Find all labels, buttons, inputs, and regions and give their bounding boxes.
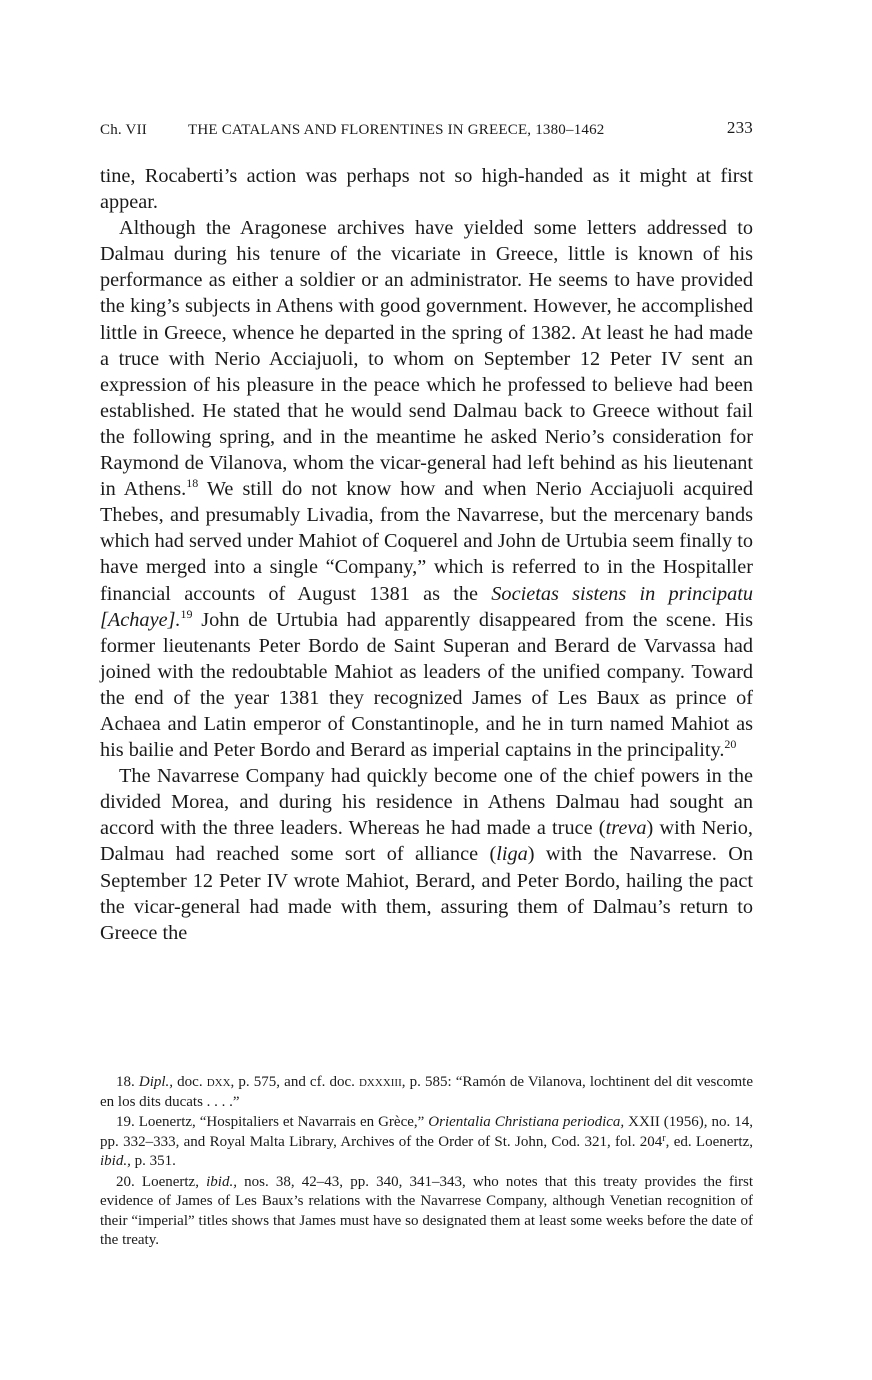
page-number: 233 xyxy=(726,118,753,137)
footnotes xyxy=(100,1073,753,1251)
paragraph-2 xyxy=(100,215,753,763)
footnote-19-text-a: 19. Loenertz, “Hospitaliers et Navarrais en Grèce,” xyxy=(116,1114,429,1130)
footnote-18-number: 18. xyxy=(116,1074,139,1090)
footnote-19-text-b: XXII (1956), no. 14, pp. 332–333, and Royal Malta Library, Archives of the Order of St. John, Cod. 321, fol. 204 xyxy=(100,1114,754,1150)
chapter-label: Ch. VII xyxy=(100,122,147,138)
footnote-19-text-d: p. 351. xyxy=(130,1153,176,1169)
footnote-19-recto: r xyxy=(662,1132,666,1144)
term-liga: liga xyxy=(496,843,528,866)
running-header xyxy=(100,118,753,142)
footnote-20-text-b: nos. 38, 42–43, pp. 340, 341–343, who notes that this treaty provides the first evidence of James of Les Baux’s relations with the Navarrese Company, although Venetian recognition of their “imperial” titles shows that James must have so designated them at least some weeks before the date of the treaty. xyxy=(100,1173,753,1248)
footnote-18-text-b: doc. xyxy=(173,1074,207,1090)
footnote-20 xyxy=(100,1173,753,1251)
paragraph-1: tine, Rocaberti’s action was perhaps not so high-handed as it might at first appear. xyxy=(100,165,753,214)
footnote-19-text-c: , ed. Loenertz, xyxy=(665,1133,753,1150)
footnote-18 xyxy=(100,1073,753,1112)
paragraph-3-part-a: The Navarrese Company had quickly become one of the chief powers in the divided Morea, and during his residence in Athens Dalmau had sought an accord with the three leaders. Whereas he had made a truce ( xyxy=(100,765,753,840)
paragraph-2-part-c: John de Urtubia had apparently disappeared from the scene. His former lieutenants Peter Bordo de Saint Superan and Berard de Varvassa had joined with the redoubtable Mahiot as leaders of the unified company. Toward the end of the year 1381 they recognized James of Les Baux as prince of Achaea and Latin emperor of Constantinople, and he in turn named Mahiot as his bailie and Peter Bordo and Berard as imperial captains in the principality. xyxy=(100,608,753,762)
paragraph-3-part-c: ) with the Navarrese. On September 12 Peter IV wrote Mahiot, Berard, and Peter Bordo, hailing the pact the vicar-general had made with them, assuring them of Dalmau’s return to Greece the xyxy=(100,843,753,944)
footnote-ref-18: 18 xyxy=(186,476,199,491)
footnote-19 xyxy=(100,1113,753,1172)
footnote-18-text-d: , p. 585: “Ramón de Vilanova, lochtinent del dit vescomte en los dits ducats . . . .” xyxy=(100,1074,753,1110)
footnote-18-dipl: Dipl., xyxy=(138,1074,174,1090)
footnote-ref-20: 20 xyxy=(724,737,737,752)
running-title: THE CATALANS AND FLORENTINES IN GREECE, 1380–1462 xyxy=(188,122,605,138)
paragraph-2-italic: Societas sistens in principatu [Achaye]. xyxy=(100,582,753,631)
footnote-19-journal: Orientalia Christiana periodica, xyxy=(428,1114,625,1130)
footnote-18-text-c: , p. 575, and cf. doc. xyxy=(230,1074,359,1090)
paragraph-3-part-b: ) with Nerio, Dalmau had reached some sort of alliance ( xyxy=(100,817,753,866)
footnote-18-doc-dxxxiii: dxxxiii xyxy=(358,1074,402,1090)
paragraph-2-part-a: Although the Aragonese archives have yielded some letters addressed to Dalmau during his tenure of the vicariate in Greece, little is known of his performance as either a soldier or an administrator. He seems to have provided the king’s subjects in Athens with good government. However, he accomplished little in Greece, whence he departed in the spring of 1382. At least he had made a truce with Nerio Acciajuoli, to whom on September 12 Peter IV sent an expression of his pleasure in the peace which he professed to believe had been established. He stated that he would send Dalmau back to Greece without fail the following spring, and in the meantime he asked Nerio’s consideration for Raymond de Vilanova, whom the vicar-general had left behind as his lieutenant in Athens. xyxy=(100,217,753,501)
footnote-20-ibid: ibid., xyxy=(206,1173,237,1190)
paragraph-3 xyxy=(100,763,753,946)
paragraph-2-part-b: We still do not know how and when Nerio Acciajuoli acquired Thebes, and presumably Livadia, from the Navarrese, but the mercenary bands which had served under Mahiot of Coquerel and John de Urtubia seem finally to have merged into a single “Company,” which is referred to in the Hospitaller financial accounts of August 1381 as the xyxy=(100,478,753,605)
footnote-ref-19: 19 xyxy=(180,606,193,621)
footnote-18-doc-dxx: dxx xyxy=(206,1074,231,1090)
term-treva: treva xyxy=(605,817,647,840)
footnote-19-ibid: ibid., xyxy=(100,1153,131,1169)
main-text xyxy=(100,163,753,946)
footnote-20-text-a: 20. Loenertz, xyxy=(116,1173,207,1190)
